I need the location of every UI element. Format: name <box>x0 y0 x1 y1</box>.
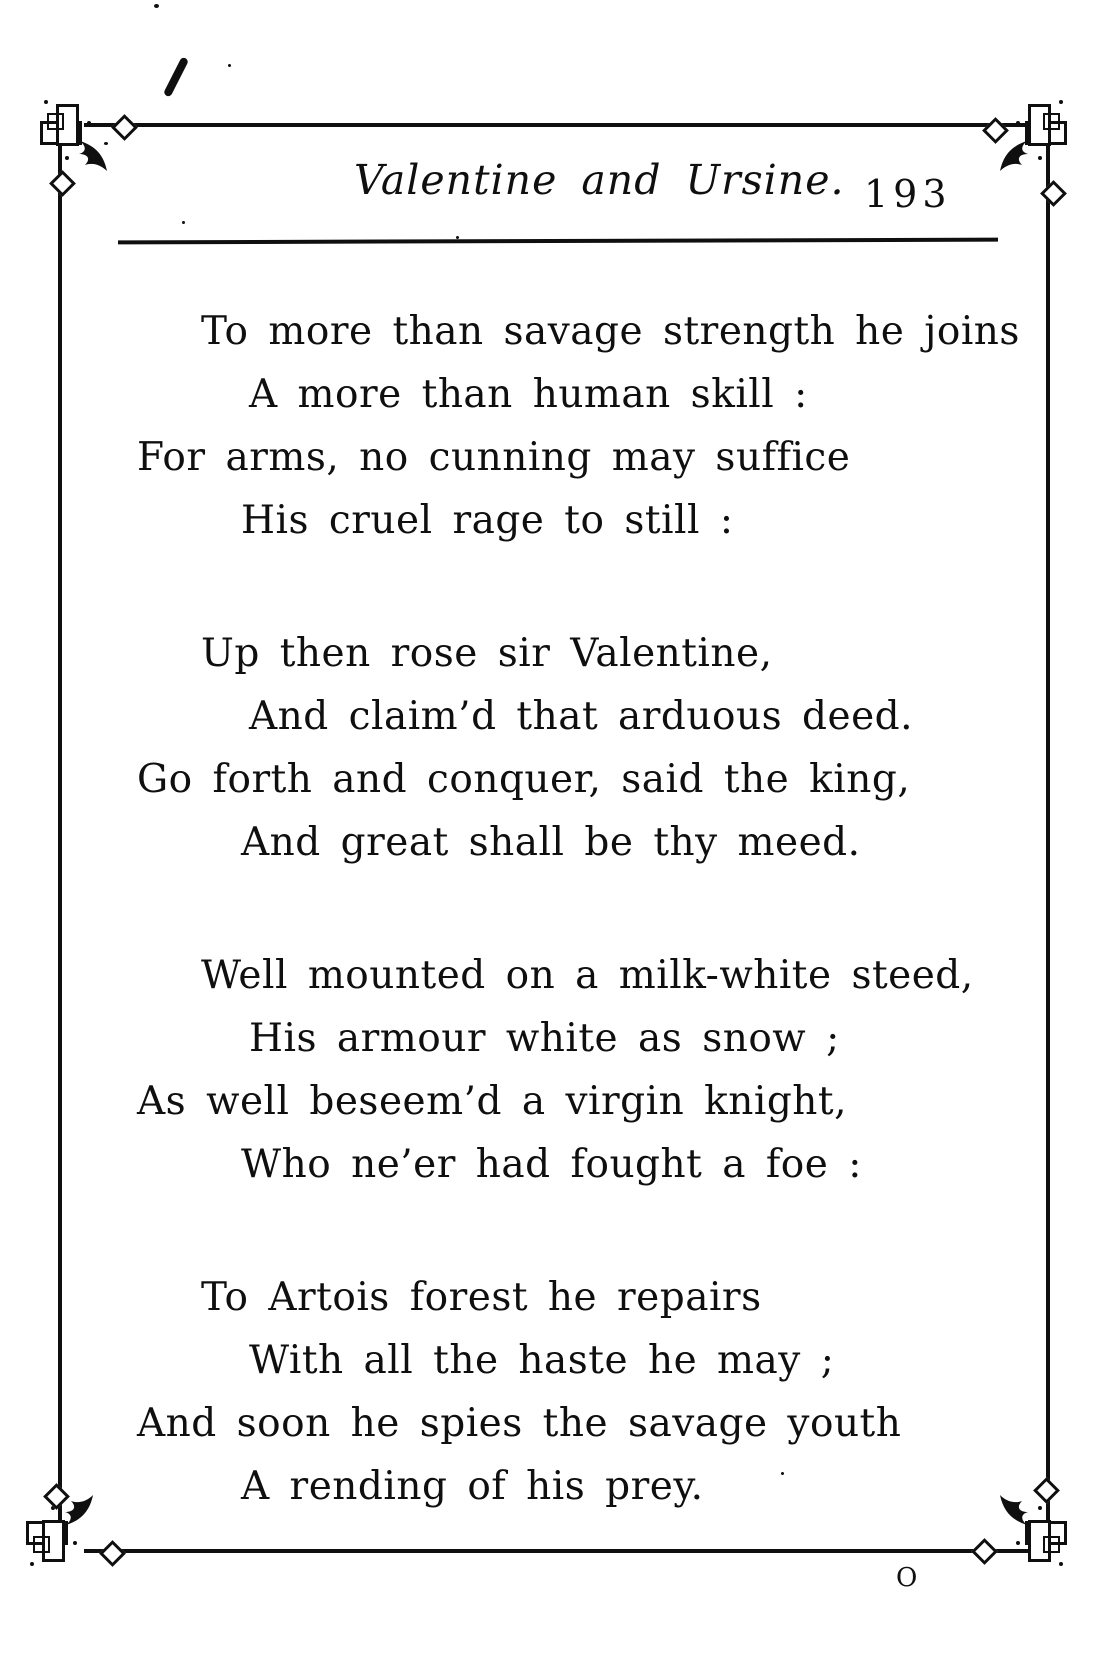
poem-line: A rending of his prey. <box>241 1464 704 1509</box>
corner-ornament-top-right <box>995 94 1075 174</box>
corner-leaf-icon <box>999 1494 1033 1528</box>
stanza <box>137 944 1037 1196</box>
ornament-dot <box>1038 156 1042 160</box>
stanza <box>137 1266 1037 1518</box>
ornament-square <box>1043 113 1060 130</box>
poem-line: With all the haste he may ; <box>249 1338 835 1383</box>
ornament-dot <box>73 1541 77 1545</box>
border-right-rule <box>1046 140 1050 1542</box>
ornament-dot <box>30 1562 34 1566</box>
poem-line: Well mounted on a milk-white steed, <box>201 953 974 998</box>
border-left-rule <box>58 140 62 1542</box>
ornament-dot <box>1016 1541 1020 1545</box>
poem-line: For arms, no cunning may suffice <box>137 435 851 480</box>
poem-line: To more than savage strength he joins <box>201 309 1020 354</box>
border-bottom-rule <box>84 1549 1036 1553</box>
running-head-title: Valentine and Ursine. <box>354 156 845 204</box>
ink-speck <box>781 1472 784 1475</box>
poem-line: His cruel rage to still : <box>241 498 734 543</box>
ornament-dot <box>1059 100 1063 104</box>
poem-line: Up then rose sir Valentine, <box>201 631 773 676</box>
ink-speck <box>182 221 185 224</box>
signature-mark: O <box>896 1563 918 1593</box>
corner-ornament-bottom-right <box>995 1492 1075 1572</box>
diamond-ornament-icon <box>99 1540 126 1567</box>
ink-speck <box>228 64 231 67</box>
page-number: 193 <box>864 172 952 216</box>
ink-speck <box>154 4 159 8</box>
diamond-ornament-icon <box>111 114 138 141</box>
ink-speck <box>456 236 459 239</box>
poem-line: And claim’d that arduous deed. <box>249 694 914 739</box>
corner-ornament-top-left <box>32 94 112 174</box>
ornament-square <box>33 1536 50 1553</box>
ornament-dot <box>1059 1562 1063 1566</box>
ornament-dot <box>1016 121 1020 125</box>
poem-line: To Artois forest he repairs <box>201 1275 762 1320</box>
diamond-ornament-icon <box>971 1538 998 1565</box>
poem-line: His armour white as snow ; <box>249 1016 840 1061</box>
ornament-square <box>47 113 64 130</box>
ornament-dot <box>1038 1506 1042 1510</box>
poem-line: Who ne’er had fought a foe : <box>241 1142 862 1187</box>
border-top-rule <box>84 123 1036 127</box>
diamond-ornament-icon <box>1040 180 1067 207</box>
poem-line: Go forth and conquer, said the king, <box>137 757 911 802</box>
poem-line: And soon he spies the savage youth <box>137 1401 902 1446</box>
stanza <box>137 622 1037 874</box>
stanza <box>137 300 1037 552</box>
ornament-dot <box>65 156 69 160</box>
poem-line: As well beseem’d a virgin knight, <box>137 1079 847 1124</box>
corner-leaf-icon <box>999 138 1033 172</box>
ink-slash-artifact <box>163 56 189 97</box>
poem-line: A more than human skill : <box>249 372 808 417</box>
corner-leaf-icon <box>74 138 108 172</box>
diamond-ornament-icon <box>49 170 76 197</box>
header-rule <box>118 238 998 245</box>
poem-line: And great shall be thy meed. <box>241 820 861 865</box>
ornament-dot <box>87 121 91 125</box>
ornament-square <box>1043 1536 1060 1553</box>
ornament-dot <box>44 100 48 104</box>
